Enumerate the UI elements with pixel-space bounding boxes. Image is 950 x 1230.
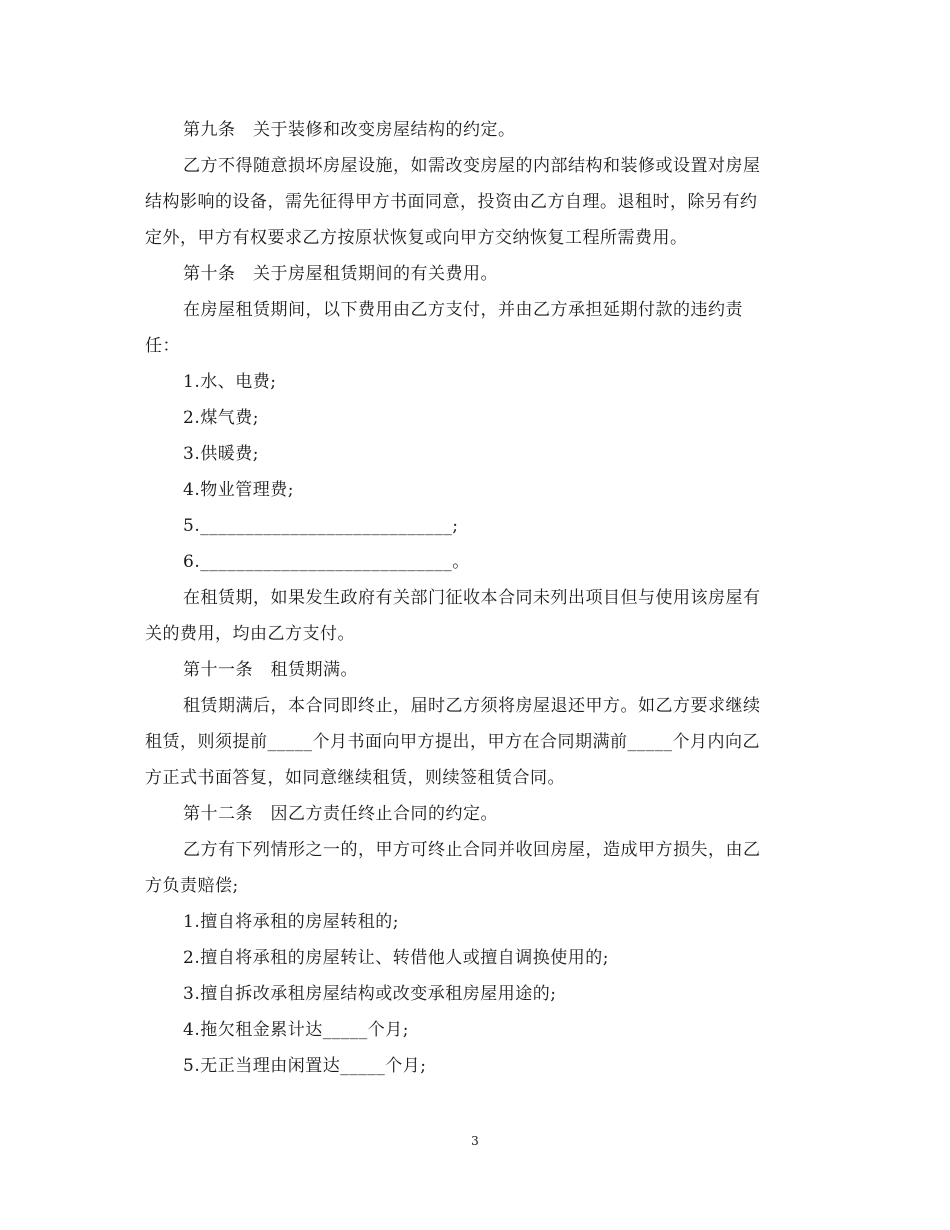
paragraph-line: 结构影响的设备，需先征得甲方书面同意，投资由乙方自理。退租时，除另有约	[145, 192, 758, 212]
list-item-blank: 6.____________________________。	[183, 552, 470, 572]
paragraph-line: 方负责赔偿;	[145, 876, 239, 896]
list-item: 3.供暖费;	[183, 444, 259, 464]
article-9-heading: 第九条 关于装修和改变房屋结构的约定。	[183, 120, 516, 140]
list-item: 4.拖欠租金累计达_____个月;	[183, 1020, 409, 1040]
list-item: 3.擅自拆改承租房屋结构或改变承租房屋用途的;	[183, 984, 557, 1004]
paragraph-line: 租赁期满后，本合同即终止，届时乙方须将房屋退还甲方。如乙方要求继续	[183, 696, 761, 716]
list-item: 2.擅自将承租的房屋转让、转借他人或擅自调换使用的;	[183, 948, 609, 968]
document-body	[145, 112, 815, 1084]
paragraph-line: 乙方不得随意损坏房屋设施，如需改变房屋的内部结构和装修或设置对房屋	[183, 156, 761, 176]
paragraph-line: 在房屋租赁期间，以下费用由乙方支付，并由乙方承担延期付款的违约责	[183, 300, 743, 320]
page-number: 3	[471, 1134, 479, 1148]
paragraph-line: 乙方有下列情形之一的，甲方可终止合同并收回房屋，造成甲方损失，由乙	[183, 840, 761, 860]
paragraph-line: 方正式书面答复，如同意继续租赁，则续签租赁合同。	[145, 768, 565, 788]
paragraph-line: 定外，甲方有权要求乙方按原状恢复或向甲方交纳恢复工程所需费用。	[145, 228, 688, 248]
paragraph-line: 租赁，则须提前_____个月书面向甲方提出，甲方在合同期满前_____个月内向乙	[145, 732, 760, 752]
list-item: 1.水、电费;	[183, 372, 277, 392]
list-item-blank: 5.____________________________;	[183, 516, 459, 536]
paragraph-line: 任：	[145, 336, 180, 356]
article-12-heading: 第十二条 因乙方责任终止合同的约定。	[183, 804, 498, 824]
list-item: 1.擅自将承租的房屋转租的;	[183, 912, 399, 932]
paragraph-line: 关的费用，均由乙方支付。	[145, 624, 355, 644]
list-item: 5.无正当理由闲置达_____个月;	[183, 1056, 427, 1076]
list-item: 2.煤气费;	[183, 408, 259, 428]
article-11-heading: 第十一条 租赁期满。	[183, 660, 358, 680]
paragraph-line: 在租赁期，如果发生政府有关部门征收本合同未列出项目但与使用该房屋有	[183, 588, 761, 608]
list-item: 4.物业管理费;	[183, 480, 294, 500]
article-10-heading: 第十条 关于房屋租赁期间的有关费用。	[183, 264, 498, 284]
